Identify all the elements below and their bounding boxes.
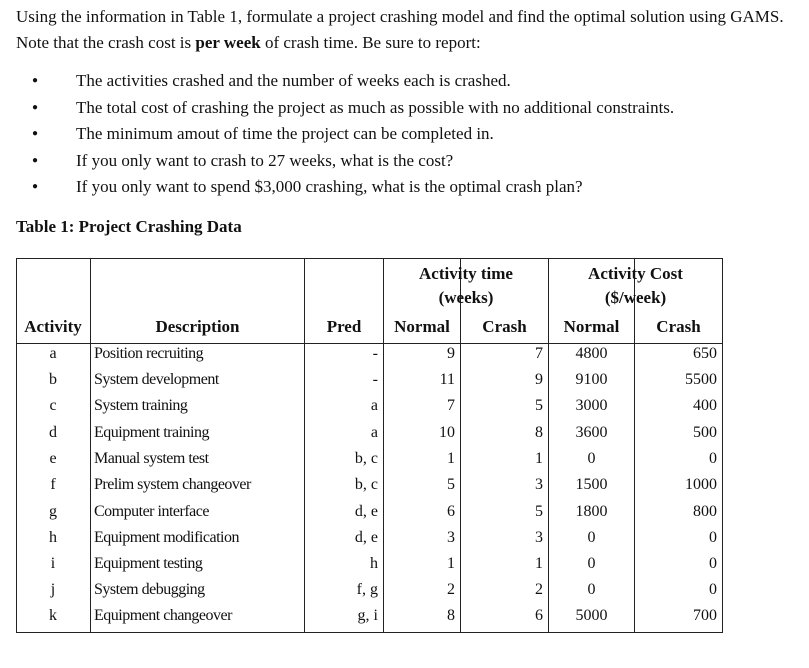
cell-pred: b, c [354, 476, 378, 493]
cell-normal-cost: 1500 [575, 476, 608, 493]
cell-crash-cost: 800 [693, 503, 717, 520]
cell-normal-cost: 0 [587, 529, 596, 546]
table-row [16, 502, 723, 528]
cell-normal-time: 1 [447, 555, 455, 572]
table-bottom-border [16, 632, 723, 633]
table-row [16, 475, 723, 501]
column-header-pred: Pred [326, 317, 362, 336]
report-item: ● The total cost of crashing the project as much as possible with no additional constraints. [30, 95, 674, 122]
table-row [16, 528, 723, 554]
cell-description: Computer interface [94, 503, 209, 520]
cell-normal-cost: 0 [587, 450, 596, 467]
table-row [16, 554, 723, 580]
column-header-activity: Activity [24, 317, 82, 336]
cell-description: Manual system test [94, 450, 209, 467]
cell-activity: b [49, 371, 57, 388]
cell-description: Prelim system changeover [94, 476, 251, 493]
cell-crash-time: 3 [535, 476, 543, 493]
table-row [16, 370, 723, 396]
report-item: ● The activities crashed and the number of weeks each is crashed. [30, 68, 674, 95]
activity-time-unit: (weeks) [438, 288, 494, 307]
cell-crash-cost: 500 [693, 424, 717, 441]
cell-pred: - [372, 345, 378, 362]
cell-crash-cost: 650 [693, 345, 717, 362]
cell-crash-cost: 0 [709, 555, 717, 572]
cell-crash-time: 3 [535, 529, 543, 546]
cell-crash-time: 6 [535, 607, 543, 624]
cell-pred: a [370, 424, 378, 441]
table-row [16, 344, 723, 370]
table-row [16, 423, 723, 449]
cell-normal-cost: 4800 [575, 345, 608, 362]
column-header-crash-cost: Crash [656, 317, 701, 336]
cell-pred: - [372, 371, 378, 388]
cell-crash-cost: 0 [709, 450, 717, 467]
cell-description: Equipment training [94, 424, 209, 441]
cell-crash-time: 5 [535, 397, 543, 414]
table-row [16, 606, 723, 632]
cell-normal-time: 6 [447, 503, 455, 520]
cell-crash-time: 1 [535, 450, 543, 467]
cell-normal-cost: 5000 [575, 607, 608, 624]
cell-activity: j [50, 581, 56, 598]
cell-crash-time: 2 [535, 581, 543, 598]
cell-description: Position recruiting [94, 345, 204, 362]
report-item: ● If you only want to crash to 27 weeks, what is the cost? [30, 148, 674, 175]
cell-pred: g, i [357, 607, 378, 624]
table-row [16, 396, 723, 422]
cell-description: System debugging [94, 581, 205, 598]
cell-normal-time: 10 [439, 424, 455, 441]
report-item: ● If you only want to spend $3,000 crashing, what is the optimal crash plan? [30, 174, 674, 201]
cell-activity: d [49, 424, 57, 441]
table-row [16, 449, 723, 475]
cell-crash-time: 5 [535, 503, 543, 520]
cell-crash-time: 9 [535, 371, 543, 388]
cell-normal-time: 5 [447, 476, 455, 493]
cell-normal-time: 2 [447, 581, 455, 598]
cell-crash-time: 7 [535, 345, 543, 362]
cell-crash-time: 8 [535, 424, 543, 441]
cell-normal-cost: 0 [587, 555, 596, 572]
cell-normal-time: 7 [447, 397, 455, 414]
cell-pred: a [370, 397, 378, 414]
cell-normal-time: 11 [439, 371, 455, 388]
cell-crash-cost: 1000 [685, 476, 717, 493]
instructions-bold-per-week: per week [195, 33, 261, 52]
cell-activity: i [50, 555, 56, 572]
cell-crash-cost: 5500 [685, 371, 717, 388]
report-item: ● The minimum amout of time the project can be completed in. [30, 121, 674, 148]
cell-normal-time: 3 [447, 529, 455, 546]
cell-crash-cost: 400 [693, 397, 717, 414]
cell-normal-cost: 9100 [575, 371, 608, 388]
activity-cost-unit: ($/week) [604, 288, 667, 307]
cell-normal-time: 8 [447, 607, 455, 624]
cell-description: Equipment testing [94, 555, 203, 572]
column-header-normal-time: Normal [394, 317, 450, 336]
cell-normal-time: 9 [447, 345, 455, 362]
cell-activity: c [49, 397, 57, 414]
instructions-paragraph [16, 4, 801, 56]
cell-pred: h [370, 555, 378, 572]
cell-pred: b, c [354, 450, 378, 467]
cell-normal-cost: 3000 [575, 397, 608, 414]
table-top-border [16, 258, 723, 259]
cell-activity: f [50, 476, 56, 493]
cell-activity: h [49, 529, 57, 546]
cell-crash-time: 1 [535, 555, 543, 572]
cell-pred: d, e [354, 503, 378, 520]
cell-description: Equipment modification [94, 529, 239, 546]
instructions-text-2: of crash time. Be sure to report: [260, 33, 481, 52]
cell-pred: f, g [356, 581, 378, 598]
cell-description: System training [94, 397, 188, 414]
column-header-crash-time: Crash [482, 317, 527, 336]
cell-activity: a [49, 345, 57, 362]
cell-description: Equipment changeover [94, 607, 232, 624]
cell-activity: g [49, 503, 57, 520]
report-items-list [30, 68, 674, 201]
instructions-text-1: Using the information in Table 1, formulate a project crashing model and find the optimal solution using GAMS. Note that the crash cost is [16, 7, 784, 52]
cell-crash-cost: 700 [693, 607, 717, 624]
cell-crash-cost: 0 [709, 529, 717, 546]
column-header-normal-cost: Normal [563, 317, 620, 336]
cell-normal-cost: 3600 [575, 424, 608, 441]
table-caption: Table 1: Project Crashing Data [16, 217, 242, 236]
column-header-description: Description [155, 317, 240, 336]
cell-activity: k [49, 607, 57, 624]
cell-pred: d, e [354, 529, 378, 546]
cell-normal-cost: 1800 [575, 503, 608, 520]
project-crashing-table [16, 258, 723, 633]
cell-description: System development [94, 371, 219, 388]
cell-normal-cost: 0 [587, 581, 596, 598]
cell-activity: e [49, 450, 57, 467]
activity-time-header: Activity time [419, 264, 513, 283]
table-row [16, 580, 723, 606]
cell-crash-cost: 0 [709, 581, 717, 598]
activity-cost-header: Activity Cost [588, 264, 683, 283]
cell-normal-time: 1 [447, 450, 455, 467]
